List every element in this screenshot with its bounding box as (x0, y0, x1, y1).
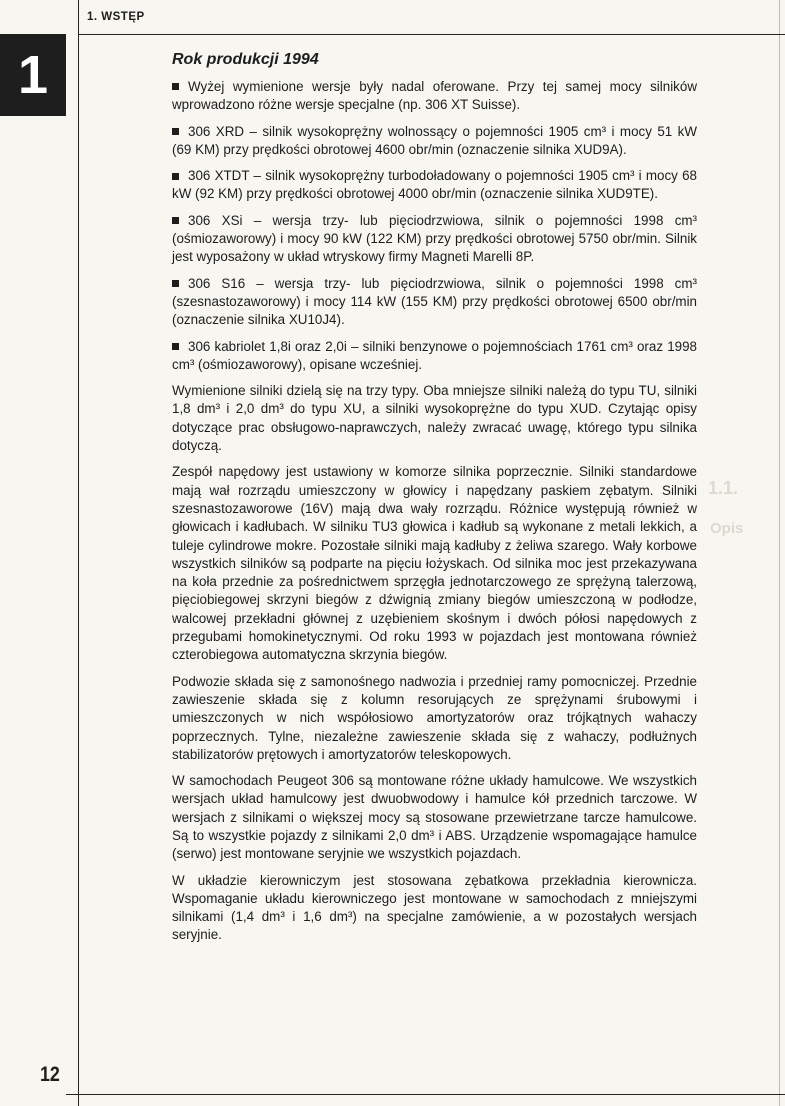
body-paragraph: Podwozie składa się z samonośnego nadwozia i przedniej ramy pomocniczej. Przednie zawieszenie składa się z kolumn resorujących ze sprężynami śrubowymi i umieszczonych w nich współosiowo amortyzatorów oraz trójkątnych wahaczy poprzecznych. Tylne, niezależne zawieszenie składa się z wahaczy, podłużnych stabilizatorów prętowych i amortyzatorów teleskopowych. (172, 673, 697, 762)
bullet-item (172, 338, 697, 375)
bleed-through-text: 1.1. (708, 478, 739, 498)
footer-rule (66, 1094, 785, 1095)
bullet-item (172, 212, 697, 267)
square-bullet-icon (172, 128, 179, 135)
square-bullet-icon (172, 280, 179, 287)
body-paragraph: W układzie kierowniczym jest stosowana zębatkowa przekładnia kierownicza. Wspomaganie układu kierowniczego jest montowane w samochodach z mniejszymi silnikami (1,4 dm³ i 1,6 dm³) na specjalne zamówienie, a w pozostałych wersjach seryjnie. (172, 872, 697, 943)
bullet-item (172, 123, 697, 160)
left-margin-rule (78, 0, 79, 1106)
bullet-text: 306 S16 – wersja trzy- lub pięciodrzwiowa, silnik o pojemności 1998 cm³ (szesnastozaworowy) i mocy 114 kW (155 KM) przy prędkości obrotowej 6500 obr/min (oznaczenie silnika XU10J4). (172, 275, 697, 328)
bullet-text: 306 XTDT – silnik wysokoprężny turbodoładowany o pojemności 1905 cm³ i mocy 68 kW (92 KM) przy prędkości obrotowej 4000 obr/min (oznaczenie silnika XUD9TE). (172, 168, 697, 202)
chapter-tab: 1 (0, 34, 66, 116)
page-edge (779, 0, 780, 1106)
bullet-text: 306 XRD – silnik wysokoprężny wolnossący o pojemności 1905 cm³ i mocy 51 kW (69 KM) przy prędkości obrotowej 4600 obr/min (oznaczenie silnika XUD9A). (172, 123, 697, 157)
bullet-item (172, 275, 697, 330)
bullet-text: Wyżej wymienione wersje były nadal oferowane. Przy tej samej mocy silników wprowadzono różne wersje specjalne (np. 306 XT Suisse). (172, 79, 697, 113)
bullet-text: 306 XSi – wersja trzy- lub pięciodrzwiowa, silnik o pojemności 1998 cm³ (ośmiozaworowy) i mocy 90 kW (122 KM) przy prędkości obrotowej 5750 obr/min. Silnik jest wyposażony w układ wtryskowy firmy Magneti Marelli 8P. (172, 212, 697, 265)
square-bullet-icon (172, 173, 179, 180)
square-bullet-icon (172, 343, 179, 350)
square-bullet-icon (172, 217, 179, 224)
bullet-item (172, 167, 697, 204)
header-rule (78, 34, 785, 35)
bleed-through-text: Opis (710, 520, 744, 537)
page-content (172, 51, 697, 953)
bullet-item (172, 78, 697, 115)
section-header: 1. WSTĘP (87, 11, 145, 23)
body-paragraph: Wymienione silniki dzielą się na trzy typy. Oba mniejsze silniki należą do typu TU, silniki 1,8 dm³ i 2,0 dm³ do typu XU, a silniki wysokoprężne do typu XUD. Czytając opisy dotyczące prac obsługowo-naprawczych, należy zwracać uwagę, którego typu silnika dotyczą. (172, 383, 697, 454)
section-title: Rok produkcji 1994 (172, 51, 319, 68)
square-bullet-icon (172, 83, 179, 90)
bullet-text: 306 kabriolet 1,8i oraz 2,0i – silniki benzynowe o pojemnościach 1761 cm³ oraz 1998 cm³ (ośmiozaworowy), opisane wcześniej. (172, 338, 697, 372)
body-paragraph: Zespół napędowy jest ustawiony w komorze silnika poprzecznie. Silniki standardowe mają wał rozrządu umieszczony w głowicy i napędzany paskiem zębatym. Silniki szesnastozaworowe (16V) mają dwa wały rozrządu. Różnice występują również w głowicach i kadłubach. W silniku TU3 głowica i kadłub są wykonane z metali lekkich, a tuleje cylindrowe mokre. Pozostałe silniki mają kadłuby z żeliwa szarego. Wały korbowe wszystkich silników są podparte na pięciu łożyskach. Od silnika moc jest przekazywana na koła przednie za pośrednictwem sprzęgła jednotarczowego ze sprężyną talerzową, pięciobiegowej skrzyni biegów z dźwignią zmiany biegów umieszczoną w podłodze, walcowej przekładni głównej z uzębieniem skośnym i dwóch półosi napędowych z przegubami homokinetycznymi. Od roku 1993 w pojazdach jest montowana również czterobiegowa automatyczna skrzynia biegów. (172, 464, 697, 663)
page-number: 12 (40, 1063, 60, 1086)
body-paragraph: W samochodach Peugeot 306 są montowane różne układy hamulcowe. We wszystkich wersjach układ hamulcowy jest dwuobwodowy i hamulce kół przednich tarczowe. W wersjach z silnikami o większej mocy są stosowane przewietrzane tarcze hamulcowe. Są to wszystkie pojazdy z silnikami 2,0 dm³ i ABS. Urządzenie wspomagające hamulce (serwo) jest montowane seryjnie we wszystkich pojazdach. (172, 773, 697, 862)
